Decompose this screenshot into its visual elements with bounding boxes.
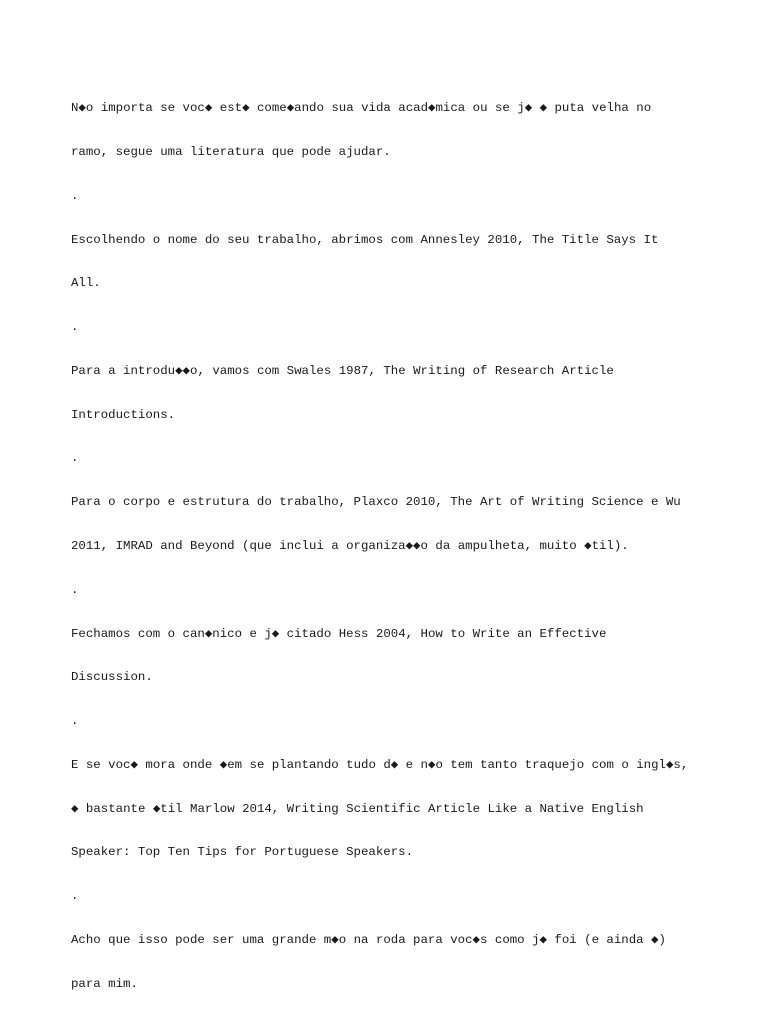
text-line-3: Escolhendo o nome do seu trabalho, abrimos com Annesley 2010, The Title Says It bbox=[71, 232, 659, 247]
text-line-14: Acho que isso pode ser uma grande m◆o na roda para voc◆s como j◆ foi (e ainda ◆) bbox=[71, 933, 666, 948]
text-line-8: 2011, IMRAD and Beyond (que inclui a organiza◆◆o da ampulheta, muito ◆til). bbox=[71, 539, 629, 553]
text-line-1: N◆o importa se voc◆ est◆ come◆ando sua vida acad◆mica ou se j◆ ◆ puta velha no bbox=[71, 101, 652, 116]
text-line-13: Speaker: Top Ten Tips for Portuguese Speakers. bbox=[71, 845, 414, 860]
text-line-7: Para o corpo e estrutura do trabalho, Plaxco 2010, The Art of Writing Science e Wu bbox=[71, 495, 681, 510]
separator-dot-3: . bbox=[71, 451, 79, 466]
text-line-6: Introductions. bbox=[71, 407, 176, 422]
text-line-9: Fechamos com o can◆nico e j◆ citado Hess 2004, How to Write an Effective bbox=[71, 626, 607, 641]
separator-dot-6: . bbox=[71, 889, 79, 904]
separator-dot-1: . bbox=[71, 188, 79, 203]
separator-dot-4: . bbox=[71, 582, 79, 597]
text-line-15: para mim. bbox=[71, 976, 138, 991]
document-body bbox=[71, 72, 711, 1006]
text-line-2: ramo, segue uma literatura que pode ajudar. bbox=[71, 144, 391, 159]
text-line-12: ◆ bastante ◆til Marlow 2014, Writing Scientific Article Like a Native English bbox=[71, 801, 644, 816]
separator-dot-2: . bbox=[71, 320, 79, 335]
text-line-11: E se voc◆ mora onde ◆em se plantando tudo d◆ e n◆o tem tanto traquejo com o ingl◆s, bbox=[71, 757, 689, 772]
separator-dot-5: . bbox=[71, 714, 79, 729]
text-line-5: Para a introdu◆◆o, vamos com Swales 1987, The Writing of Research Article bbox=[71, 363, 614, 378]
text-line-10: Discussion. bbox=[71, 670, 153, 685]
text-line-4: All. bbox=[71, 276, 101, 291]
